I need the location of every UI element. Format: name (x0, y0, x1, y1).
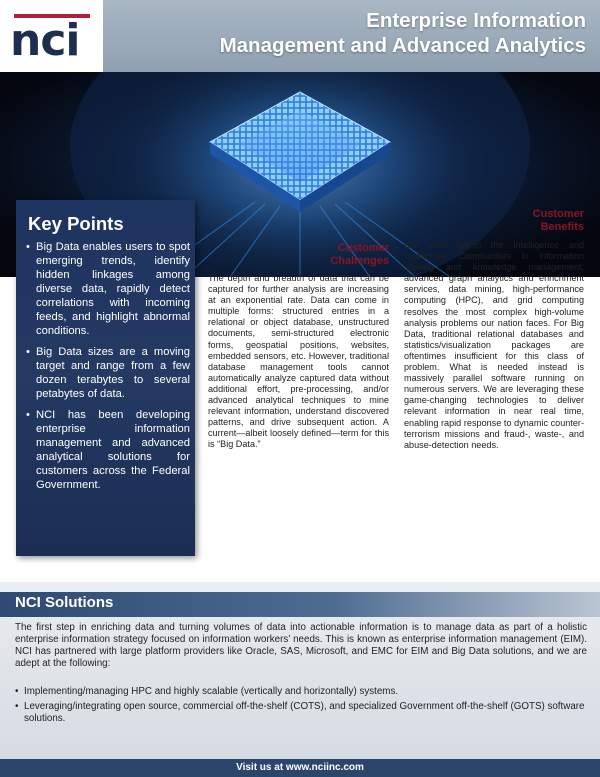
solutions-list (15, 686, 587, 728)
list-item (26, 345, 190, 401)
challenges-heading-line-2: Challenges (330, 255, 389, 267)
logo-text: nci (10, 15, 80, 66)
key-points-panel (16, 200, 195, 556)
page-title-line-2: Management and Advanced Analytics (219, 34, 586, 57)
solutions-title: NCI Solutions (15, 594, 114, 611)
benefits-body: Our work within the Intelligence and Healthcare Communities in information sharing and knowledge management, advanced graph analytics and enrichment services, data mining, high-performance computing (HPC), and grid computing resolves the most complex high-volume analysis problems our nation faces. For Big Data, traditional relational databases and statistics/visualization packages are oftentimes insufficient for this class of problem. What is needed instead is massively parallel software running on numerous servers. We are leveraging these game-changing technologies to deliver relevant information in near real time, enabling rapid response to dynamic counterterrorism missions and fraud-, waste-, and abuse-detection needs. (404, 240, 584, 450)
bullet-icon: • (26, 346, 30, 358)
benefits-heading (460, 208, 584, 234)
bullet-icon: • (15, 701, 19, 712)
bullet-icon: • (26, 241, 30, 253)
key-point-text: Big Data sizes are a moving target and range from a few dozen terabytes to several petabytes of data. (36, 346, 190, 400)
bullet-icon: • (15, 686, 19, 697)
list-item (15, 686, 587, 698)
challenges-heading-line-1: Customer (337, 242, 389, 254)
challenges-heading (255, 242, 389, 268)
benefits-heading-line-1: Customer (532, 208, 584, 220)
footer-website-link[interactable]: Visit us at www.nciinc.com (236, 762, 364, 773)
header-band (0, 0, 600, 72)
list-item (26, 240, 190, 338)
key-points-list (26, 240, 190, 499)
solutions-intro: The first step in enriching data and turning volumes of data into actionable information is to manage data as part of a holistic enterprise information strategy focused on information workers’ needs. This is known as enterprise information management (EIM). NCI has partnered with large platform providers like Oracle, SAS, Microsoft, and EMC for EIM and Big Data solutions, and we are adept at the following: (15, 622, 587, 669)
logo (0, 0, 103, 72)
footer-band (0, 759, 600, 777)
solution-text: Implementing/managing HPC and highly scalable (vertically and horizontally) systems. (24, 686, 399, 697)
key-points-title: Key Points (28, 213, 124, 234)
page-title (146, 8, 586, 58)
key-point-text: Big Data enables users to spot emerging trends, identify hidden linkages among diverse data, rapidly detect correlations with incoming feeds, and highlight abnormal conditions. (36, 241, 190, 337)
challenges-body: The depth and breadth of data that can be captured for further analysis are increasing at an exponential rate. Data can come in multiple forms: structured entries in a relational or object database, unstructured documents, semi-structured electronic forms, geospatial positions, websites, embedded sensors, etc. However, traditional database management tools cannot automatically analyze captured data without additional effort, pre-processing, and/or advanced analytical techniques to mine relevant information, understand discovered patterns, and drive subsequent action. A current—albeit loosely defined—term for this is “Big Data.” (208, 273, 389, 450)
benefits-heading-line-2: Benefits (540, 221, 584, 233)
key-point-text: NCI has been developing enterprise information management and advanced analytical solutions for customers across the Federal Government. (36, 409, 190, 491)
solutions-section (0, 582, 600, 759)
solution-text: Leveraging/integrating open source, commercial off-the-shelf (COTS), and specialized Government off-the-shelf (GOTS) software solutions. (24, 701, 585, 724)
list-item (15, 701, 587, 725)
list-item (26, 408, 190, 492)
bullet-icon: • (26, 409, 30, 421)
page-title-line-1: Enterprise Information (366, 9, 586, 32)
